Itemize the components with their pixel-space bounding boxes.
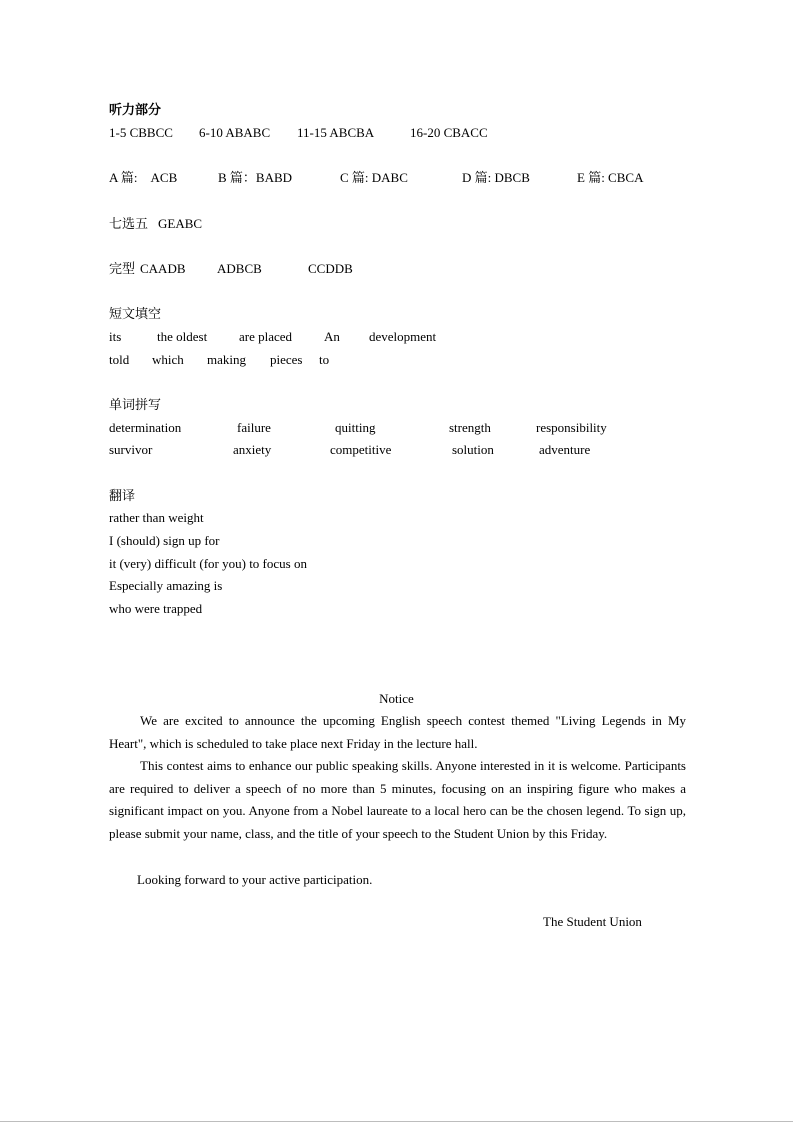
spelling-answer: solution [452, 442, 494, 457]
reading-passage-c: C 篇: DABC [340, 170, 408, 185]
listening-group-2: 6-10 ABABC [199, 125, 271, 140]
short-passage-answer: told [109, 352, 130, 367]
listening-group-1: 1-5 CBBCC [109, 125, 173, 140]
spelling-answer: quitting [335, 420, 376, 435]
spelling-answer: adventure [539, 442, 591, 457]
short-passage-answer: the oldest [157, 329, 208, 344]
spelling-answer: responsibility [536, 420, 607, 435]
notice-paragraph-1: We are excited to announce the upcoming English speech contest themed "Living Legends in My Heart", which is scheduled to take place next Friday in the lecture hall. [109, 713, 686, 751]
cloze-group-1: CAADB [140, 261, 186, 276]
spelling-answer: strength [449, 420, 491, 435]
translation-heading: 翻译 [109, 488, 136, 503]
cloze-label: 完型 [109, 261, 136, 276]
spelling-answer: anxiety [233, 442, 272, 457]
notice-title: Notice [379, 691, 414, 706]
short-passage-answer: are placed [239, 329, 293, 344]
listening-group-3: 11-15 ABCBA [297, 125, 375, 140]
short-passage-answer: development [369, 329, 437, 344]
short-passage-answer: pieces [270, 352, 303, 367]
reading-passage-d: D 篇: DBCB [462, 170, 530, 185]
translation-answer: who were trapped [109, 601, 203, 616]
seven-five-label: 七选五 [109, 216, 149, 231]
reading-passage-a: A 篇: ACB [109, 170, 178, 185]
spelling-heading: 单词拼写 [109, 397, 162, 412]
short-passage-answer: which [152, 352, 184, 367]
short-passage-heading: 短文填空 [109, 306, 162, 321]
translation-answer: I (should) sign up for [109, 533, 220, 548]
reading-passage-b: B 篇：BABD [218, 170, 293, 185]
spelling-answer: survivor [109, 442, 153, 457]
spelling-answer: determination [109, 420, 182, 435]
translation-answer: Especially amazing is [109, 578, 223, 593]
translation-answer: rather than weight [109, 510, 204, 525]
listening-group-4: 16-20 CBACC [410, 125, 488, 140]
short-passage-answer: making [207, 352, 246, 367]
reading-passage-e: E 篇: CBCA [577, 170, 644, 185]
cloze-group-2: ADBCB [217, 261, 262, 276]
notice-paragraph-3: Looking forward to your active participation. [137, 872, 373, 887]
translation-answer: it (very) difficult (for you) to focus on [109, 556, 307, 571]
spelling-answer: competitive [330, 442, 392, 457]
cloze-group-3: CCDDB [308, 261, 353, 276]
short-passage-answer: its [109, 329, 122, 344]
short-passage-answer: to [319, 352, 330, 367]
listening-heading: 听力部分 [109, 102, 162, 117]
notice-signature: The Student Union [543, 914, 642, 929]
notice-paragraph-2: This contest aims to enhance our public speaking skills. Anyone interested in it is welcome. Participants are required to deliver a speech of no more than 5 minutes, focusing on an inspiring figure who makes a significant impact on you. Anyone from a Nobel laureate to a local hero can be the chosen legend. To sign up, please submit your name, class, and the title of your speech to the Student Union by this Friday. [109, 758, 686, 842]
seven-five-answer: GEABC [158, 216, 203, 231]
spelling-answer: failure [237, 420, 271, 435]
short-passage-answer: An [324, 329, 340, 344]
